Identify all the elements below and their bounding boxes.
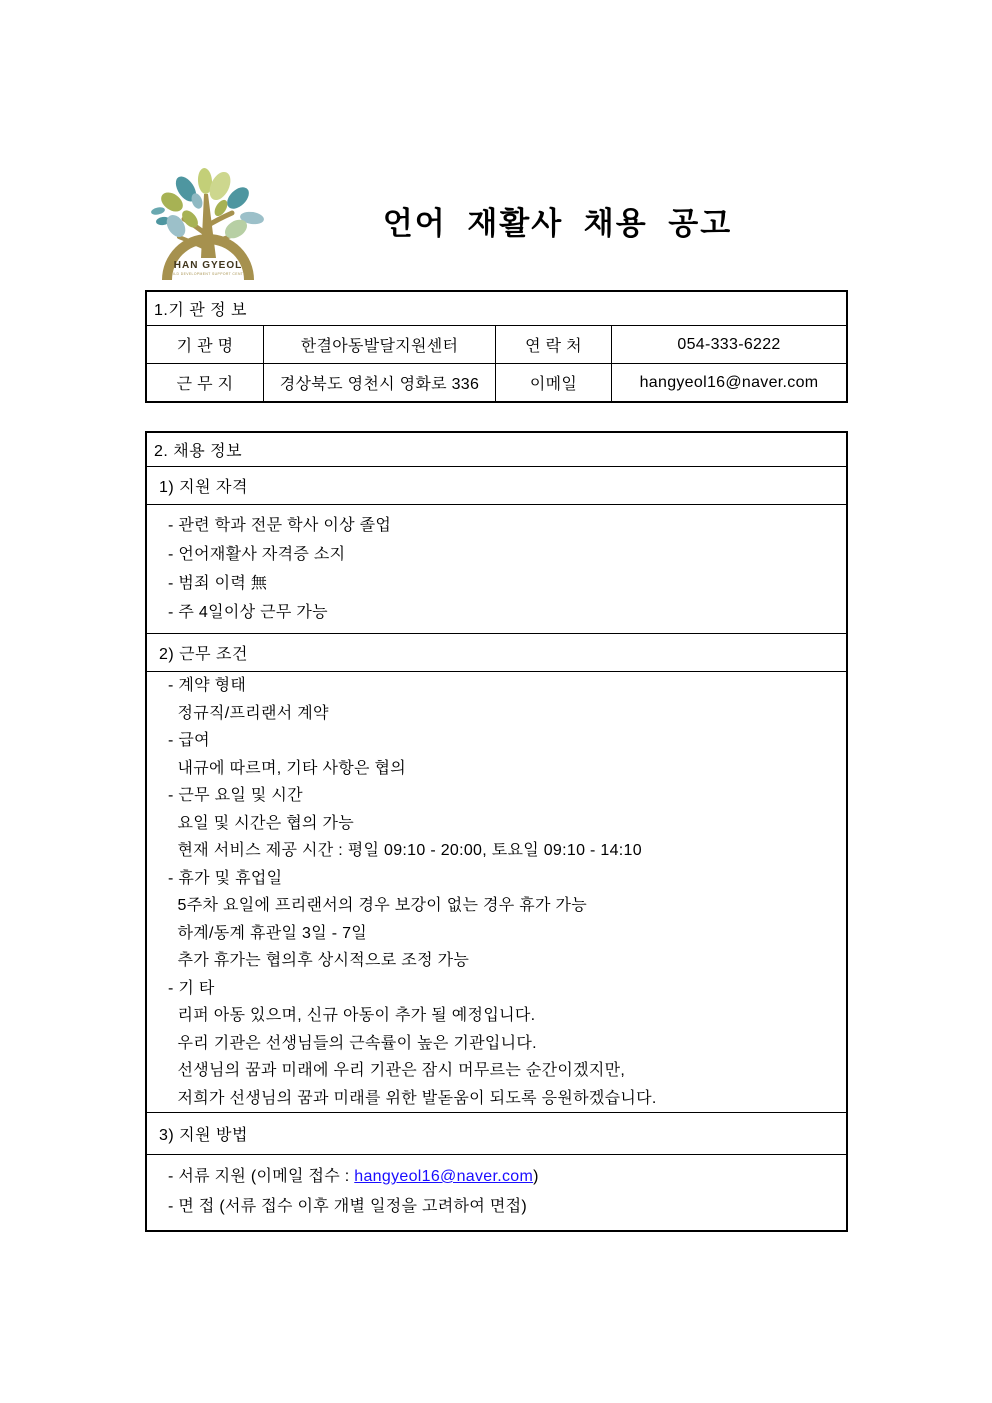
bullet-line: 정규직/프리랜서 계약 bbox=[168, 704, 329, 722]
bullet-line: 요일 및 시간은 협의 가능 bbox=[168, 814, 355, 832]
bullet-line: 내규에 따르며, 기타 사항은 협의 bbox=[168, 759, 407, 777]
bullet-line: 5주차 요일에 프리랜서의 경우 보강이 없는 경우 휴가 가능 bbox=[168, 897, 588, 914]
bullet-line: - 기 타 bbox=[168, 979, 215, 997]
apply-title: 3) 지원 방법 bbox=[147, 1113, 846, 1155]
bullet-line: 저희가 선생님의 꿈과 미래를 위한 발돋움이 되도록 응원하겠습니다. bbox=[168, 1089, 657, 1107]
email-value: hangyeol16@naver.com bbox=[639, 373, 819, 391]
bullet-line: - 주 4일이상 근무 가능 bbox=[168, 604, 328, 621]
bullet-line: 우리 기관은 선생님들의 근속률이 높은 기관입니다. bbox=[168, 1034, 537, 1052]
recruit-section-title: 2. 채용 정보 bbox=[147, 433, 846, 467]
bullet-line: 추가 휴가는 협의후 상시적으로 조정 가능 bbox=[168, 952, 470, 969]
hangyeol-logo bbox=[149, 168, 267, 280]
qualification-title: 1) 지원 자격 bbox=[147, 467, 846, 505]
bullet-line: - 범죄 이력 無 bbox=[168, 575, 268, 592]
bullet-line: - 관련 학과 전문 학사 이상 졸업 bbox=[168, 517, 392, 534]
apply-line-interview: - 면 접 (서류 접수 이후 개별 일정을 고려하여 면접) bbox=[168, 1198, 527, 1215]
bullet-line: - 급여 bbox=[168, 732, 210, 749]
org-name-label: 기 관 명 bbox=[147, 326, 264, 364]
contact-value: 054-333-6222 bbox=[612, 326, 846, 364]
apply-line-suffix: ) bbox=[533, 1168, 539, 1185]
conditions-body bbox=[147, 672, 846, 1113]
email-label: 이메일 bbox=[496, 364, 612, 401]
workplace-label: 근 무 지 bbox=[147, 364, 264, 401]
institution-section-title: 1.기 관 정 보 bbox=[147, 292, 846, 326]
contact-label: 연 락 처 bbox=[496, 326, 612, 364]
logo-wordmark: HAN GYEOL bbox=[173, 260, 243, 271]
apply-line-documents bbox=[168, 1162, 846, 1192]
institution-grid bbox=[147, 326, 846, 401]
tree-logo-icon bbox=[149, 168, 267, 280]
bullet-line: - 휴가 및 휴업일 bbox=[168, 869, 283, 887]
workplace-value: 경상북도 영천시 영화로 336 bbox=[264, 364, 496, 401]
bullet-line: - 언어재활사 자격증 소지 bbox=[168, 546, 346, 563]
institution-info-table bbox=[145, 290, 848, 403]
email-link[interactable]: hangyeol16@naver.com bbox=[354, 1168, 534, 1185]
conditions-title: 2) 근무 조건 bbox=[147, 634, 846, 672]
qualification-body bbox=[147, 505, 846, 634]
apply-line-prefix: - 서류 지원 (이메일 접수 : bbox=[168, 1168, 355, 1185]
bullet-line: - 근무 요일 및 시간 bbox=[168, 787, 303, 804]
bullet-line: 리퍼 아동 있으며, 신규 아동이 추가 될 예정입니다. bbox=[168, 1007, 536, 1024]
bullet-line: 하계/동계 휴관일 3일 - 7일 bbox=[168, 924, 368, 942]
page-title: 언어 재활사 채용 공고 bbox=[382, 205, 733, 241]
bullet-line: 선생님의 꿈과 미래에 우리 기관은 잠시 머무르는 순간이겠지만, bbox=[168, 1062, 626, 1079]
document-header bbox=[145, 168, 848, 280]
bullet-line: 현재 서비스 제공 시간 : 평일 09:10 - 20:00, 토요일 09:10 - 14:10 bbox=[168, 842, 642, 859]
org-name-value: 한결아동발달지원센터 bbox=[264, 326, 496, 364]
recruit-info-table bbox=[145, 431, 848, 1232]
bullet-line: - 계약 형태 bbox=[168, 677, 247, 694]
document-content bbox=[145, 0, 848, 1232]
apply-body bbox=[147, 1155, 846, 1230]
logo-subtitle: CHILD DEVELOPMENT SUPPORT CENTER bbox=[167, 272, 249, 276]
